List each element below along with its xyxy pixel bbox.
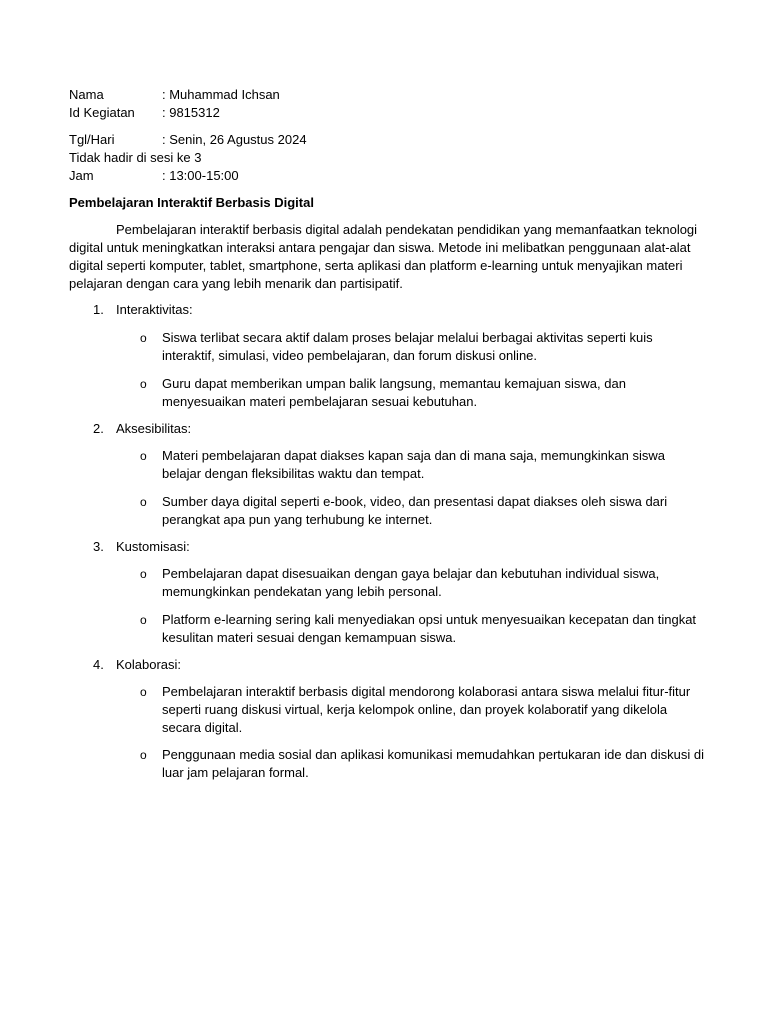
info-block-bottom [69, 131, 307, 185]
list-item-text [162, 565, 659, 601]
section-heading-2 [93, 420, 191, 438]
document-title: Pembelajaran Interaktif Berbasis Digital [69, 195, 314, 210]
section-number: 4. [93, 657, 104, 672]
bullet-marker: o [140, 449, 147, 463]
list-item-line: Penggunaan media sosial dan aplikasi komunikasi memudahkan pertukaran ide dan diskusi di [162, 747, 704, 762]
list-item-line: secara digital. [162, 720, 243, 735]
list-item-line: menyesuaikan materi pembelajaran sesuai kebutuhan. [162, 394, 478, 409]
nama-value: : Muhammad Ichsan [162, 87, 280, 102]
section-number: 3. [93, 539, 104, 554]
section-heading-3 [93, 538, 190, 556]
list-item-text [162, 375, 626, 411]
section-title: Kolaborasi: [116, 657, 182, 672]
list-item-line: Guru dapat memberikan umpan balik langsung, memantau kemajuan siswa, dan [162, 376, 626, 391]
absent-note-text: Tidak hadir di sesi ke 3 [69, 150, 202, 165]
bullet-marker: o [140, 377, 147, 391]
section-heading-1 [93, 301, 193, 319]
list-item-text [162, 447, 665, 483]
jam-value: : 13:00-15:00 [162, 168, 239, 183]
bullet-marker: o [140, 331, 147, 345]
intro-line: pelajaran dengan cara yang lebih menarik dan partisipatif. [69, 276, 403, 291]
list-item-line: Sumber daya digital seperti e-book, video, dan presentasi dapat diakses oleh siswa dari [162, 494, 668, 509]
id-kegiatan-value: : 9815312 [162, 105, 220, 120]
list-item-line: Pembelajaran interaktif berbasis digital mendorong kolaborasi antara siswa melalui fitur-fitur [162, 684, 691, 699]
list-item-text [162, 329, 653, 365]
tgl-label: Tgl/Hari [69, 132, 115, 147]
list-item-text [162, 683, 690, 737]
intro-line: Pembelajaran interaktif berbasis digital adalah pendekatan pendidikan yang memanfaatkan teknologi [116, 222, 698, 237]
list-item-line: perangkat apa pun yang terhubung ke internet. [162, 512, 433, 527]
tgl-value: : Senin, 26 Agustus 2024 [162, 132, 307, 147]
id-kegiatan-row [69, 104, 280, 122]
intro-line: digital untuk meningkatkan interaksi antara pengajar dan siswa. Metode ini melibatkan penggunaan alat-alat [69, 240, 691, 255]
bullet-marker: o [140, 685, 147, 699]
section-title: Interaktivitas: [116, 302, 193, 317]
list-item-line: luar jam pelajaran formal. [162, 765, 309, 780]
list-item-text [162, 611, 696, 647]
intro-paragraph [69, 221, 699, 293]
jam-row [69, 167, 307, 185]
list-item-line: memungkinkan pendekatan yang lebih personal. [162, 584, 442, 599]
nama-label: Nama [69, 87, 104, 102]
section-number: 1. [93, 302, 104, 317]
list-item-line: kesulitan materi sesuai dengan kemampuan siswa. [162, 630, 457, 645]
bullet-marker: o [140, 613, 147, 627]
jam-label: Jam [69, 168, 94, 183]
intro-line: digital seperti komputer, tablet, smartphone, serta aplikasi dan platform e-learning untuk menyajikan materi [69, 258, 683, 273]
section-title: Kustomisasi: [116, 539, 190, 554]
bullet-marker: o [140, 748, 147, 762]
list-item-line: belajar dengan fleksibilitas waktu dan tempat. [162, 466, 425, 481]
list-item-line: Platform e-learning sering kali menyediakan opsi untuk menyesuaikan kecepatan dan tingkat [162, 612, 697, 627]
list-item-line: seperti ruang diskusi virtual, kerja kelompok online, dan proyek kolaboratif yang dikelola [162, 702, 668, 717]
list-item-line: Materi pembelajaran dapat diakses kapan saja dan di mana saja, memungkinkan siswa [162, 448, 665, 463]
section-title: Aksesibilitas: [116, 421, 192, 436]
absent-note [69, 149, 307, 167]
id-kegiatan-label: Id Kegiatan [69, 105, 135, 120]
section-heading-4 [93, 656, 181, 674]
tgl-row [69, 131, 307, 149]
list-item-text [162, 746, 704, 782]
list-item-line: Siswa terlibat secara aktif dalam proses belajar melalui berbagai aktivitas seperti kuis [162, 330, 653, 345]
info-block-top [69, 86, 280, 122]
list-item-line: Pembelajaran dapat disesuaikan dengan gaya belajar dan kebutuhan individual siswa, [162, 566, 660, 581]
list-item-text [162, 493, 667, 529]
list-item-line: interaktif, simulasi, video pembelajaran, dan forum diskusi online. [162, 348, 538, 363]
bullet-marker: o [140, 567, 147, 581]
section-number: 2. [93, 421, 104, 436]
bullet-marker: o [140, 495, 147, 509]
nama-row [69, 86, 280, 104]
